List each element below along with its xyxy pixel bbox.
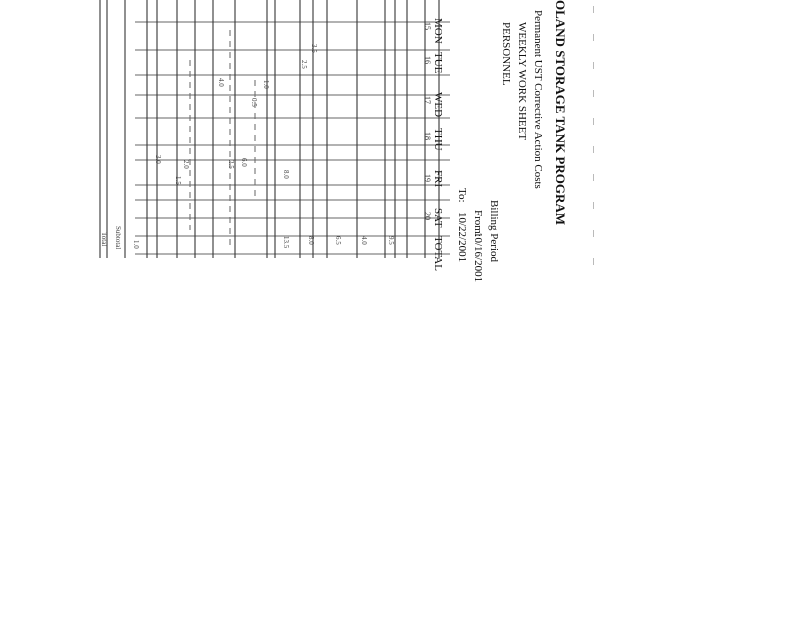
billing-to-label: To:: [456, 188, 468, 203]
day-date-3: 18: [423, 132, 432, 140]
label-subtotal: Subtotal: [114, 226, 122, 250]
margin-mark: —: [590, 6, 598, 13]
total-value: 9.5: [387, 236, 395, 245]
cell-value: 1.0: [262, 80, 270, 89]
day-date-2: 17: [423, 96, 432, 104]
total-value: 6.5: [334, 236, 342, 245]
cell-value: 3.5: [310, 44, 318, 53]
day-date-4: 19: [423, 174, 432, 182]
day-name-3: THU: [432, 128, 444, 151]
cell-value: 8.0: [282, 170, 290, 179]
cell-value: 2.0: [182, 160, 190, 169]
grid-lines: [95, 0, 450, 258]
margin-mark: —: [590, 174, 598, 181]
day-date-0: 15: [423, 22, 432, 30]
day-name-5: SAT: [432, 208, 444, 228]
day-name-1: TUE: [432, 52, 444, 74]
cell-value: 1.0: [132, 240, 140, 249]
cell-value: 2.5: [300, 60, 308, 69]
margin-mark: —: [590, 62, 598, 69]
day-name-6: TOTAL: [432, 236, 444, 271]
day-name-2: WED: [432, 92, 444, 118]
worksheet-title: WEEKLY WORK SHEET: [516, 22, 528, 141]
cell-value: 3.0: [154, 155, 162, 164]
category-title: PERSONNEL: [500, 22, 512, 86]
cell-value: 4.0: [217, 78, 225, 87]
total-value: 13.5: [282, 236, 290, 249]
cell-value: 2.5: [227, 160, 235, 169]
cell-value: 0.5: [250, 98, 258, 107]
total-value: 4.0: [360, 236, 368, 245]
margin-mark: —: [590, 146, 598, 153]
total-value: 8.0: [307, 236, 315, 245]
day-date-5: 20: [423, 212, 432, 220]
day-name-0: MON: [432, 18, 444, 44]
billing-from-label: From:: [472, 210, 484, 237]
margin-mark: —: [590, 230, 598, 237]
billing-to-value: 10/22/2001: [456, 212, 468, 263]
cell-value: 6.0: [240, 158, 248, 167]
margin-mark: —: [590, 258, 598, 265]
margin-mark: —: [590, 202, 598, 209]
label-total: Total: [100, 232, 108, 247]
billing-label: Billing Period: [488, 200, 500, 263]
billing-from-value: 10/16/2001: [472, 232, 484, 283]
margin-mark: —: [590, 90, 598, 97]
subtitle: Permanent UST Corrective Action Costs: [532, 10, 544, 189]
margin-mark: —: [590, 34, 598, 41]
cell-value: 1.5: [174, 176, 182, 185]
day-date-1: 16: [423, 56, 432, 64]
program-title: OLAND STORAGE TANK PROGRAM: [553, 0, 568, 225]
personnel-grid: [95, 0, 450, 258]
day-name-4: FRI: [432, 170, 444, 188]
margin-mark: —: [590, 118, 598, 125]
